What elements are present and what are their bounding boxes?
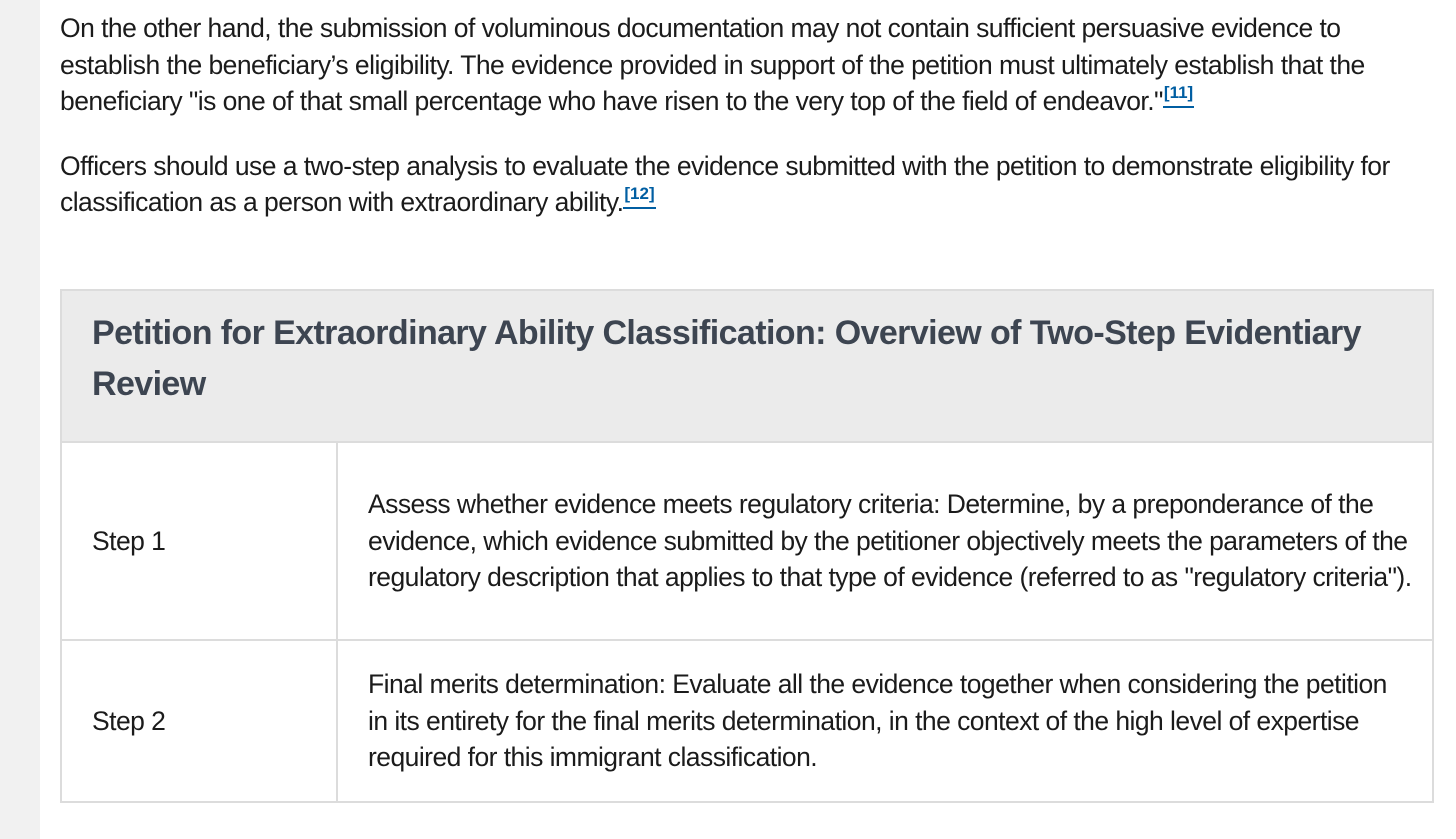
table-caption-title: Petition for Extraordinary Ability Classification: Overview of Two-Step Evidentiary Review [92,314,1361,403]
step-description-2: Final merits determination: Evaluate all the evidence together when considering the petition in its entirety for the final merits determination, in the context of the high level of expertise required for this immigrant classification. [368,669,1387,773]
footnote-link-12[interactable]: [12] [623,184,655,209]
two-step-review-table [60,289,1434,803]
step-label-2: Step 2 [62,640,337,801]
table-row [62,443,1432,640]
article-body [60,10,1440,221]
review-steps-table [62,443,1432,801]
step-description-1: Assess whether evidence meets regulatory criteria: Determine, by a preponderance of the evidence, which evidence submitted by the petitioner objectively meets the parameters of the regulatory description that applies to that type of evidence (referred to as "regulatory criteria"). [337,443,1432,640]
paragraph-evidence [60,10,1440,120]
paragraph-evidence-text: On the other hand, the submission of voluminous documentation may not contain sufficient persuasive evidence to establish the beneficiary’s eligibility. The evidence provided in support of the petition must ultimately establish that the beneficiary "is one of that small percentage who have risen to the very top of the field of endeavor." [60,13,1365,116]
step-label-1: Step 1 [62,443,337,640]
paragraph-two-step [60,148,1440,221]
table-caption [62,291,1432,443]
table-row [62,640,1432,801]
paragraph-two-step-text: Officers should use a two-step analysis to evaluate the evidence submitted with the petition to demonstrate eligibility for classification as a person with extraordinary ability. [60,150,1390,217]
footnote-link-11[interactable]: [11] [1163,83,1194,108]
left-rail [0,0,40,839]
